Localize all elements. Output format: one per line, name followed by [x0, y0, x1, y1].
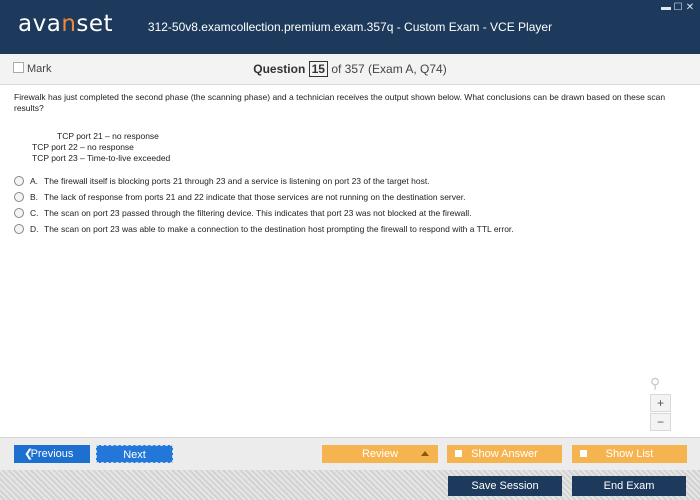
option-letter: A. [30, 175, 39, 186]
review-label: Review [361, 448, 399, 460]
next-button[interactable] [96, 445, 173, 463]
logo-text-pre: ava [18, 11, 62, 37]
question-label: Question [253, 62, 306, 76]
option-d[interactable] [14, 221, 686, 237]
exhibit [14, 131, 686, 164]
next-label: Next [123, 449, 146, 461]
option-text: The scan on port 23 passed through the filtering device. This indicates that port 23 was not blocked at the firewall. [44, 207, 472, 218]
previous-label: Previous [30, 448, 74, 460]
show-answer-checkbox[interactable] [455, 450, 462, 457]
show-answer-label: Show Answer [471, 448, 538, 460]
answer-options [14, 173, 686, 237]
title-bar [0, 0, 700, 54]
caret-up-icon [421, 451, 429, 456]
question-total: of 357 (Exam A, Q74) [331, 62, 447, 76]
option-letter: B. [30, 191, 39, 202]
logo-text-accent: n [61, 11, 77, 37]
chevron-left-icon: ❮ [24, 448, 34, 460]
exhibit-line: TCP port 21 – no response [57, 131, 159, 141]
window-controls [660, 2, 696, 13]
option-text: The firewall itself is blocking ports 21 through 23 and a service is listening on port 23 of the target host. [44, 175, 430, 186]
zoom-in-button[interactable]: + [650, 394, 671, 412]
question-toolbar [0, 54, 700, 85]
window-title: 312-50v8.examcollection.premium.exam.357q - Custom Exam - VCE Player [147, 20, 553, 34]
option-letter: C. [30, 207, 39, 218]
question-number-input[interactable]: 15 [309, 61, 328, 77]
option-a-radio[interactable] [14, 176, 24, 186]
zoom-search-icon[interactable]: ⚲ [650, 375, 661, 391]
option-b[interactable] [14, 189, 686, 205]
option-a[interactable] [14, 173, 686, 189]
maximize-icon[interactable]: ☐ [673, 2, 683, 13]
option-text: The lack of response from ports 21 and 22 indicate that those services are not running on the destination server. [44, 191, 466, 202]
previous-button[interactable] [14, 445, 90, 463]
show-list-checkbox[interactable] [580, 450, 587, 457]
exhibit-line: TCP port 22 – no response [32, 142, 134, 152]
question-header [0, 61, 700, 77]
mark-label: Mark [27, 63, 52, 75]
option-d-radio[interactable] [14, 224, 24, 234]
option-c-radio[interactable] [14, 208, 24, 218]
zoom-out-button[interactable]: − [650, 413, 671, 431]
exhibit-line: TCP port 23 – Time-to-live exceeded [32, 153, 171, 163]
option-text: The scan on port 23 was able to make a connection to the destination host prompting the firewall to respond with a TTL error. [44, 223, 514, 234]
end-exam-button[interactable]: End Exam [572, 476, 686, 496]
show-answer-button[interactable] [447, 445, 562, 463]
navigation-bar [0, 437, 700, 470]
review-button[interactable] [322, 445, 438, 463]
question-content [14, 92, 686, 237]
show-list-label: Show List [605, 448, 654, 460]
option-b-radio[interactable] [14, 192, 24, 202]
option-letter: D. [30, 223, 39, 234]
logo-text-post: set [76, 11, 114, 37]
show-list-button[interactable] [572, 445, 687, 463]
question-stem: Firewalk has just completed the second phase (the scanning phase) and a technician receives the output shown below. What conclusions can be drawn based on these scan results? [14, 92, 666, 113]
option-c[interactable] [14, 205, 686, 221]
footer-bar [0, 470, 700, 500]
close-icon[interactable]: ✕ [685, 2, 695, 13]
minimize-icon[interactable]: ▬ [661, 2, 671, 13]
save-session-button[interactable]: Save Session [448, 476, 562, 496]
